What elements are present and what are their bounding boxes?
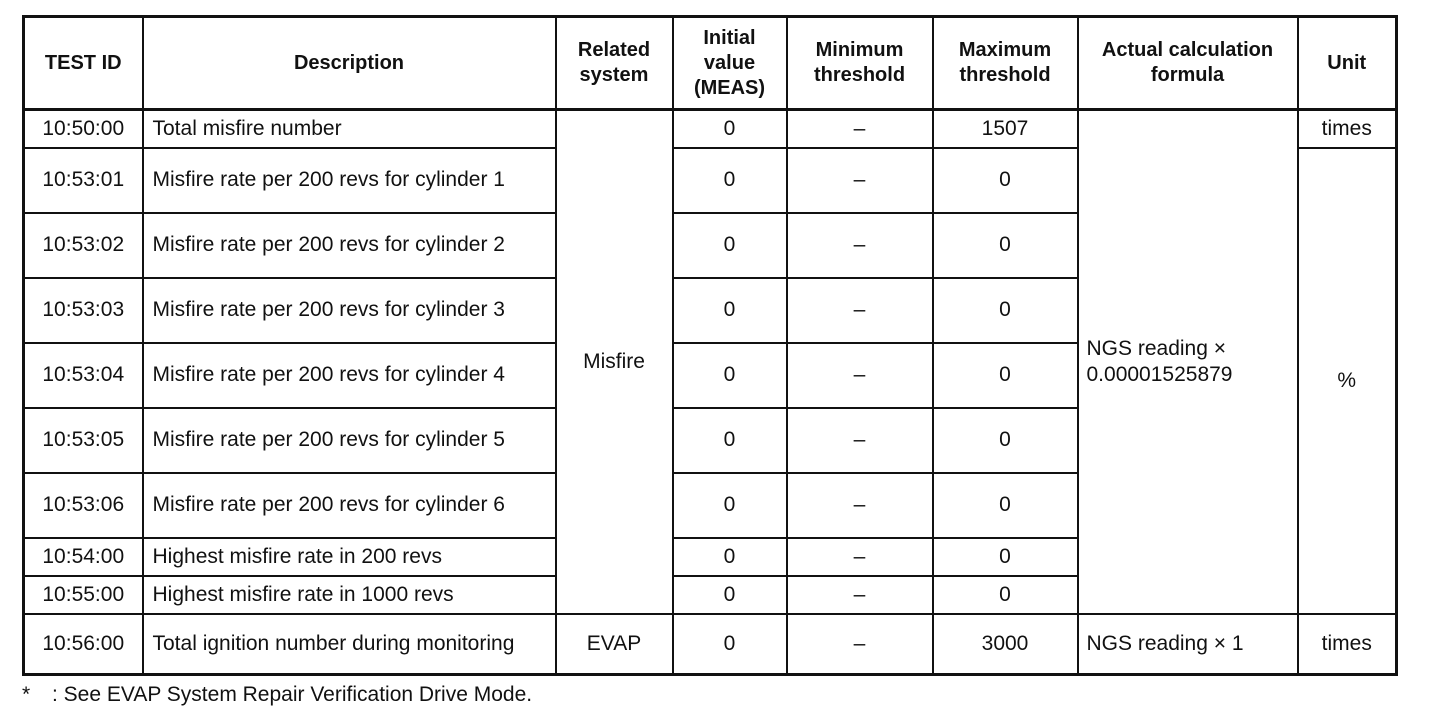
test-id-cell: 10:53:02 <box>24 213 143 278</box>
table-row <box>24 110 1397 148</box>
max-threshold-cell: 0 <box>933 278 1078 343</box>
max-threshold-cell: 0 <box>933 576 1078 614</box>
initial-value-cell: 0 <box>673 473 787 538</box>
col-header-description: Description <box>143 17 556 110</box>
max-threshold-cell: 0 <box>933 213 1078 278</box>
initial-value-cell: 0 <box>673 213 787 278</box>
test-results-table <box>22 15 1398 676</box>
footnote-text: : See EVAP System Repair Verification Drive Mode. <box>52 683 533 706</box>
initial-value-cell: 0 <box>673 148 787 213</box>
description-cell: Total ignition number during monitoring <box>143 614 556 675</box>
description-cell: Total misfire number <box>143 110 556 148</box>
description-cell: Misfire rate per 200 revs for cylinder 6 <box>143 473 556 538</box>
table-header-row <box>24 17 1397 110</box>
test-id-cell: 10:53:06 <box>24 473 143 538</box>
unit-cell: % <box>1298 148 1397 614</box>
description-cell: Misfire rate per 200 revs for cylinder 5 <box>143 408 556 473</box>
footnote-marker: * <box>22 683 31 706</box>
test-id-cell: 10:56:00 <box>24 614 143 675</box>
description-cell: Highest misfire rate in 1000 revs <box>143 576 556 614</box>
max-threshold-cell: 0 <box>933 343 1078 408</box>
min-threshold-cell: – <box>787 278 933 343</box>
test-id-cell: 10:53:05 <box>24 408 143 473</box>
max-threshold-cell: 0 <box>933 473 1078 538</box>
description-cell: Misfire rate per 200 revs for cylinder 2 <box>143 213 556 278</box>
unit-cell: times <box>1298 110 1397 148</box>
col-header-min-threshold: Minimum threshold <box>787 17 933 110</box>
related-system-cell: EVAP <box>556 614 673 675</box>
description-cell: Misfire rate per 200 revs for cylinder 3 <box>143 278 556 343</box>
max-threshold-cell: 0 <box>933 538 1078 576</box>
col-header-related-system: Related system <box>556 17 673 110</box>
test-id-cell: 10:53:04 <box>24 343 143 408</box>
initial-value-cell: 0 <box>673 278 787 343</box>
min-threshold-cell: – <box>787 110 933 148</box>
unit-cell: times <box>1298 614 1397 675</box>
test-id-cell: 10:55:00 <box>24 576 143 614</box>
min-threshold-cell: – <box>787 343 933 408</box>
description-cell: Misfire rate per 200 revs for cylinder 4 <box>143 343 556 408</box>
col-header-max-threshold: Maximum threshold <box>933 17 1078 110</box>
max-threshold-cell: 0 <box>933 408 1078 473</box>
initial-value-cell: 0 <box>673 576 787 614</box>
min-threshold-cell: – <box>787 213 933 278</box>
col-header-unit: Unit <box>1298 17 1397 110</box>
min-threshold-cell: – <box>787 408 933 473</box>
test-id-cell: 10:54:00 <box>24 538 143 576</box>
col-header-initial-value: Initial value (MEAS) <box>673 17 787 110</box>
related-system-cell: Misfire <box>556 110 673 614</box>
initial-value-cell: 0 <box>673 408 787 473</box>
min-threshold-cell: – <box>787 614 933 675</box>
min-threshold-cell: – <box>787 473 933 538</box>
min-threshold-cell: – <box>787 148 933 213</box>
test-id-cell: 10:53:01 <box>24 148 143 213</box>
description-cell: Highest misfire rate in 200 revs <box>143 538 556 576</box>
max-threshold-cell: 3000 <box>933 614 1078 675</box>
description-cell: Misfire rate per 200 revs for cylinder 1 <box>143 148 556 213</box>
max-threshold-cell: 0 <box>933 148 1078 213</box>
col-header-test-id: TEST ID <box>24 17 143 110</box>
test-id-cell: 10:50:00 <box>24 110 143 148</box>
table-row <box>24 614 1397 675</box>
max-threshold-cell: 1507 <box>933 110 1078 148</box>
formula-cell: NGS reading × 0.00001525879 <box>1078 110 1298 614</box>
col-header-formula: Actual calculation formula <box>1078 17 1298 110</box>
min-threshold-cell: – <box>787 576 933 614</box>
footnote <box>22 683 532 707</box>
initial-value-cell: 0 <box>673 614 787 675</box>
min-threshold-cell: – <box>787 538 933 576</box>
initial-value-cell: 0 <box>673 343 787 408</box>
initial-value-cell: 0 <box>673 110 787 148</box>
initial-value-cell: 0 <box>673 538 787 576</box>
test-id-cell: 10:53:03 <box>24 278 143 343</box>
formula-cell: NGS reading × 1 <box>1078 614 1298 675</box>
